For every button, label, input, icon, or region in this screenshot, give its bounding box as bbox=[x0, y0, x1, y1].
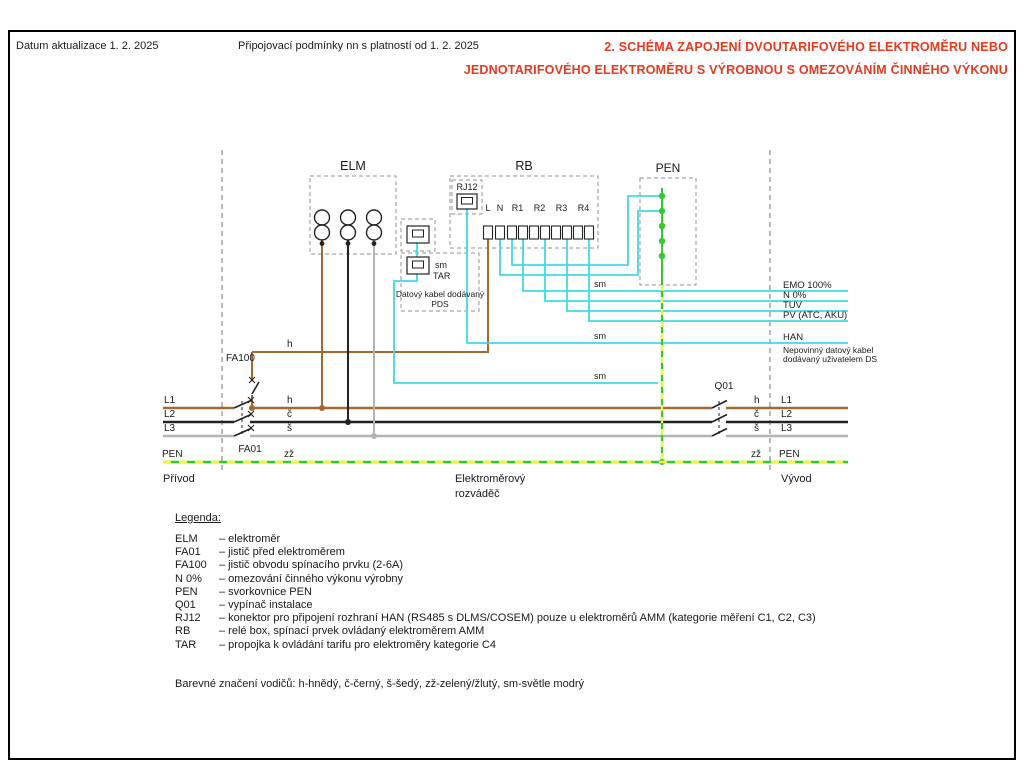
pds-note-line2: PDS bbox=[431, 299, 449, 309]
line-label-l3-left: L3 bbox=[164, 423, 176, 434]
legend-def: – omezování činného výkonu výrobny bbox=[219, 572, 404, 585]
terminal-label-r4: R4 bbox=[577, 203, 590, 213]
line-label-l1-right: L1 bbox=[781, 395, 793, 406]
vyvod-label: Vývod bbox=[781, 473, 812, 485]
rj12-jack-icon bbox=[457, 194, 477, 209]
legend-def: – elektroměr bbox=[219, 533, 281, 545]
wire-label-h-fa100: h bbox=[287, 339, 293, 350]
schema-title-line2: JEDNOTARIFOVÉHO ELEKTROMĚRU S VÝROBNOU S OMEZOVÁNÍM ČINNÉHO VÝKONU bbox=[463, 63, 1008, 77]
legend-term: ELM bbox=[175, 533, 198, 545]
output-label-pv: PV (ATC, AKU) bbox=[783, 310, 848, 321]
rb-label: RB bbox=[515, 159, 533, 173]
terminal-label-n: N bbox=[496, 203, 504, 213]
line-label-l2-right: L2 bbox=[781, 409, 793, 420]
line-label-pen-right: PEN bbox=[779, 449, 800, 460]
legend-term: RJ12 bbox=[175, 612, 201, 625]
rj12-label: RJ12 bbox=[456, 182, 478, 192]
terminal-label-r3: R3 bbox=[555, 203, 568, 213]
han-note-line1: Nepovinný datový kabel bbox=[783, 345, 874, 355]
rozvadec-label-line2: rozváděč bbox=[455, 488, 500, 500]
rb-terminal-blocks bbox=[484, 226, 594, 239]
legend-term: TAR bbox=[175, 638, 197, 651]
wire-color-note: Barevné značení vodičů: h-hnědý, č-černý, š-šedý, zž-zelený/žlutý, sm-světle modrý bbox=[175, 677, 584, 690]
legend-def: – vypínač instalace bbox=[219, 599, 313, 612]
q01-symbol bbox=[712, 401, 727, 437]
sm-label-tar: sm bbox=[594, 371, 606, 381]
pds-note-line1: Datový kabel dodávaný bbox=[395, 289, 485, 299]
legend-term: N 0% bbox=[175, 572, 202, 585]
sm-label-han: sm bbox=[594, 331, 606, 341]
legend-title: Legenda: bbox=[175, 512, 221, 524]
pen-box bbox=[640, 178, 696, 285]
legend-term: Q01 bbox=[175, 599, 196, 612]
wire-label-c-left: č bbox=[287, 409, 292, 420]
legend-def: – jistič obvodu spínacího prvku (2-6A) bbox=[219, 559, 404, 572]
legend-def: – propojka k ovládání tarifu pro elektroměry kategorie C4 bbox=[219, 638, 496, 651]
fa100-symbol bbox=[249, 377, 259, 394]
legend-term: RB bbox=[175, 625, 191, 638]
legend-term: PEN bbox=[175, 585, 198, 598]
output-label-han: HAN bbox=[783, 332, 804, 343]
meter-windings bbox=[315, 210, 382, 246]
wire-label-s-right: š bbox=[754, 423, 759, 434]
output-label-emo: EMO 100% bbox=[783, 280, 832, 291]
legend-def: – jistič před elektroměrem bbox=[219, 546, 345, 559]
wire-label-zz-right: zž bbox=[751, 449, 761, 460]
sm-label-emo: sm bbox=[594, 279, 606, 289]
terminal-label-r1: R1 bbox=[511, 203, 524, 213]
line-label-pen-left: PEN bbox=[162, 449, 183, 460]
rozvadec-label-line1: Elektroměrový bbox=[455, 473, 526, 485]
legend bbox=[175, 512, 816, 690]
date-label: Datum aktualizace 1. 2. 2025 bbox=[16, 40, 159, 52]
wire-label-s-left: š bbox=[287, 423, 292, 434]
line-label-l1-left: L1 bbox=[164, 395, 176, 406]
privod-label: Přívod bbox=[163, 473, 195, 485]
symbols bbox=[234, 194, 727, 436]
han-note-line2: dodávaný uživatelem DS bbox=[783, 354, 878, 364]
tar-sm-label: sm bbox=[435, 260, 447, 270]
terminal-label-l: L bbox=[485, 203, 491, 213]
wire-label-h-right: h bbox=[754, 395, 760, 406]
wire-label-zz-left: zž bbox=[284, 449, 294, 460]
wire-label-c-right: č bbox=[754, 409, 759, 420]
line-label-l2-left: L2 bbox=[164, 409, 176, 420]
legend-grid bbox=[175, 533, 816, 652]
green-wires bbox=[163, 188, 848, 465]
tar-port-jack-icon bbox=[407, 226, 429, 243]
terminal-label-r2: R2 bbox=[533, 203, 546, 213]
elm-label: ELM bbox=[340, 159, 366, 173]
line-label-l3-right: L3 bbox=[781, 423, 793, 434]
q01-label: Q01 bbox=[714, 381, 734, 392]
wire-label-h-left: h bbox=[287, 395, 293, 406]
fa100-label: FA100 bbox=[226, 353, 255, 364]
tar-label: TAR bbox=[433, 271, 451, 281]
schema-title-line1: 2. SCHÉMA ZAPOJENÍ DVOUTARIFOVÉHO ELEKTROMĚRU NEBO bbox=[604, 40, 1008, 54]
black-wires bbox=[163, 210, 848, 425]
grey-wires bbox=[163, 210, 848, 439]
legend-term: FA100 bbox=[175, 559, 207, 572]
doc-label: Připojovací podmínky nn s platností od 1. 2. 2025 bbox=[238, 40, 479, 52]
output-label-tuv: TUV bbox=[783, 300, 802, 311]
pen-block-label: PEN bbox=[655, 161, 681, 175]
fa01-label: FA01 bbox=[238, 444, 262, 455]
legend-def: – relé box, spínací prvek ovládaný elektroměrem AMM bbox=[219, 625, 485, 638]
legend-def: – konektor pro připojení rozhraní HAN (RS485 s DLMS/COSEM) pouze u elektroměrů AMM (kategorie měření C1, C2, C3) bbox=[219, 612, 816, 625]
tar-plug-jack-icon bbox=[407, 257, 429, 274]
legend-def: – svorkovnice PEN bbox=[219, 585, 312, 598]
output-label-n0: N 0% bbox=[783, 290, 807, 301]
legend-term: FA01 bbox=[175, 546, 201, 559]
